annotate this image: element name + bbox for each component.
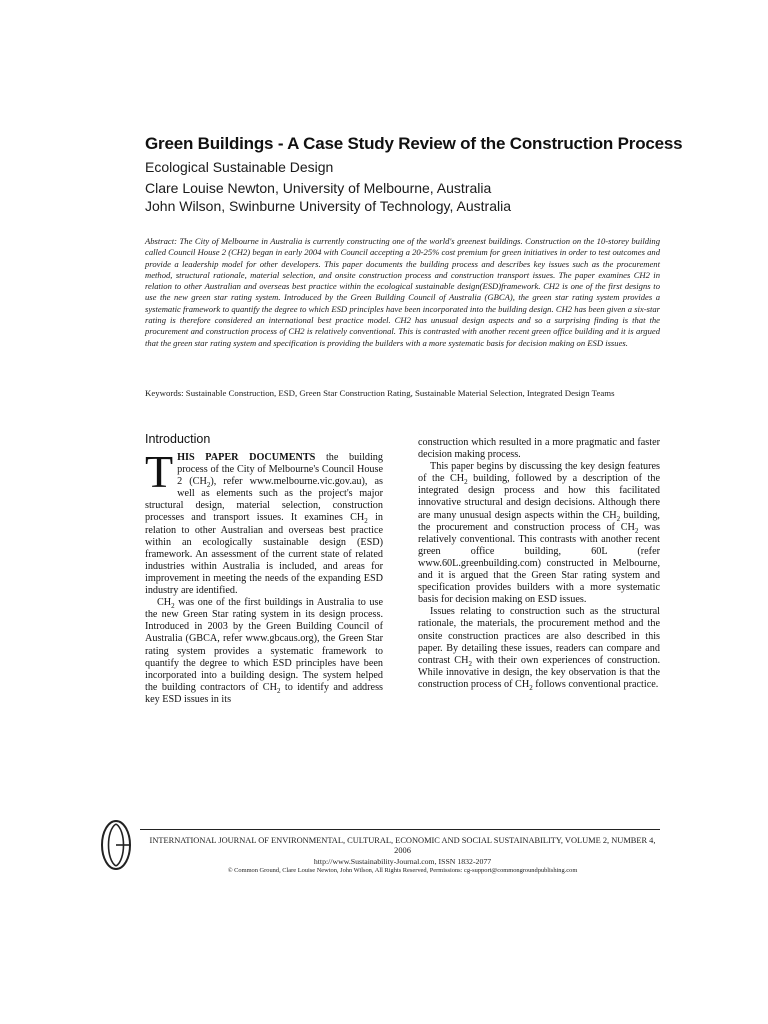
journal-citation: INTERNATIONAL JOURNAL OF ENVIRONMENTAL, CULTURAL, ECONOMIC AND SOCIAL SUSTAINABILITY, VOLUME 2, NUMBER 4, 2006	[149, 836, 656, 855]
lead-in-caps: HIS PAPER DOCUMENTS	[177, 452, 316, 463]
text-run: Issues relating to construction such as the structural rationale, the materials, the procurement method and the onsite construction practices are also described in this paper. By detailing these issues, readers can compare and contrast CH	[418, 606, 660, 666]
text-run: This paper begins by discussing the key design features of the CH	[418, 461, 660, 485]
abstract: Abstract: The City of Melbourne in Australia is currently constructing one of the world's greenest buildings. Construction on the 10-storey building called Council House 2 (CH2) began in early 2004 with Council accepting a 20-25% cost premium for green initiatives in order to test outcomes and provide a leadership model for other developers. This paper documents the building process and describes key issues such as the procurement method, structural rationale, material selection, and onsite construction process and construction transport issues. The paper examines CH2 in relation to other Australian and overseas best practice within the ecological sustainable design(ESD)framework. CH2 is one of the first designs to use the new green star rating system. Introduced by the Green Building Council of Australia (GBCA), the green star rating system provides a systematic framework to quantify the degree to which ESD principles have been incorporated into the building design. CH2 has been given a six-star rating is therefore considered an international best practice model. CH2 has unusual design aspects and so a surprising finding is that the procurement and construction process of CH2 is relatively conventional. This is contrasted with another recent green office building and it is argued that the green star rating system and specification is providing the builders with a more systematic basis for decision making on ESD issues.	[145, 236, 660, 348]
intro-paragraph-5	[418, 606, 660, 691]
drop-cap: T	[145, 446, 174, 497]
subscript: 2	[364, 517, 368, 526]
text-run: ), refer www.melbourne.vic.gov.au), as well as elements such as the project's major structural design, material selection, construction processes and transport issues. It examines CH	[145, 476, 383, 524]
right-column	[418, 437, 660, 691]
subscript: 2	[616, 514, 621, 523]
intro-paragraph-4	[418, 461, 660, 606]
text-run: CH	[157, 597, 172, 609]
subscript: 2	[468, 659, 472, 668]
text-run: follows conventional practice.	[532, 678, 659, 690]
intro-paragraph-3: construction which resulted in a more pragmatic and faster decision making process.	[418, 437, 660, 461]
footer-rule	[140, 829, 660, 830]
subscript: 2	[464, 478, 468, 487]
subscript: 2	[634, 526, 639, 535]
author-2: John Wilson, Swinburne University of Technology, Australia	[145, 198, 511, 214]
intro-paragraph-2	[145, 597, 383, 706]
text-run: building, followed by a description of the integrated design process and how this facilitated innovative structural and design decisions. Although there are many unusual design aspects within the CH	[418, 473, 660, 521]
paper-subtitle: Ecological Sustainable Design	[145, 159, 334, 175]
text-run: to identify and address key ESD issues in its	[145, 681, 383, 705]
section-heading-introduction: Introduction	[145, 432, 211, 446]
subscript: 2	[206, 481, 211, 490]
subscript: 2	[276, 686, 281, 695]
subscript: 2	[529, 683, 533, 692]
text-run: the building process of the City of Melbourne's Council House 2 (CH	[177, 452, 383, 488]
subscript: 2	[171, 602, 175, 611]
paper-title: Green Buildings - A Case Study Review of the Construction Process	[145, 134, 683, 153]
text-run: was one of the first buildings in Australia to use the new Green Star rating system in its design process. Introduced in 2003 by the Green Building Council of Australia (GBCA, refer www.gbcaus.org), the Green Star rating system provides a systematic framework to quantify the degree to which ESD principles have been incorporated into a building design. The system helped the building contractors of CH	[145, 597, 383, 693]
text-run: was relatively conventional. This contrasts with another recent green office building, 60L (refer www.60L.greenbuilding.com) constructed in Melbourne, and it is argued that the Green Star rating system and specification provides builders with a more systematic basis for decision making on ESD issues.	[418, 521, 660, 606]
text-run: in relation to other Australian and overseas best practice within an ecologically sustainable design (ESD) framework. An assessment of the current state of related industries within Australia is included, and areas for improvement in meeting the needs of the expanding ESD industry are identified.	[145, 512, 383, 597]
author-1: Clare Louise Newton, University of Melbourne, Australia	[145, 180, 492, 196]
intro-paragraph-1	[145, 446, 383, 597]
common-ground-logo-icon	[98, 818, 134, 872]
left-column	[145, 446, 383, 706]
journal-url-issn: http://www.Sustainability-Journal.com, ISSN 1832-2077	[313, 857, 492, 866]
text-run: with their own experiences of construction. While innovative in design, the key observation is that the construction process of CH	[418, 654, 661, 690]
keywords: Keywords: Sustainable Construction, ESD, Green Star Construction Rating, Sustainable Material Selection, Integrated Design Teams	[145, 388, 615, 398]
text-run: building, the procurement and construction process of CH	[418, 509, 660, 533]
copyright-notice: © Common Ground, Clare Louise Newton, John Wilson, All Rights Reserved, Permissions: cg-support@commongroundpublishing.com	[227, 867, 578, 874]
